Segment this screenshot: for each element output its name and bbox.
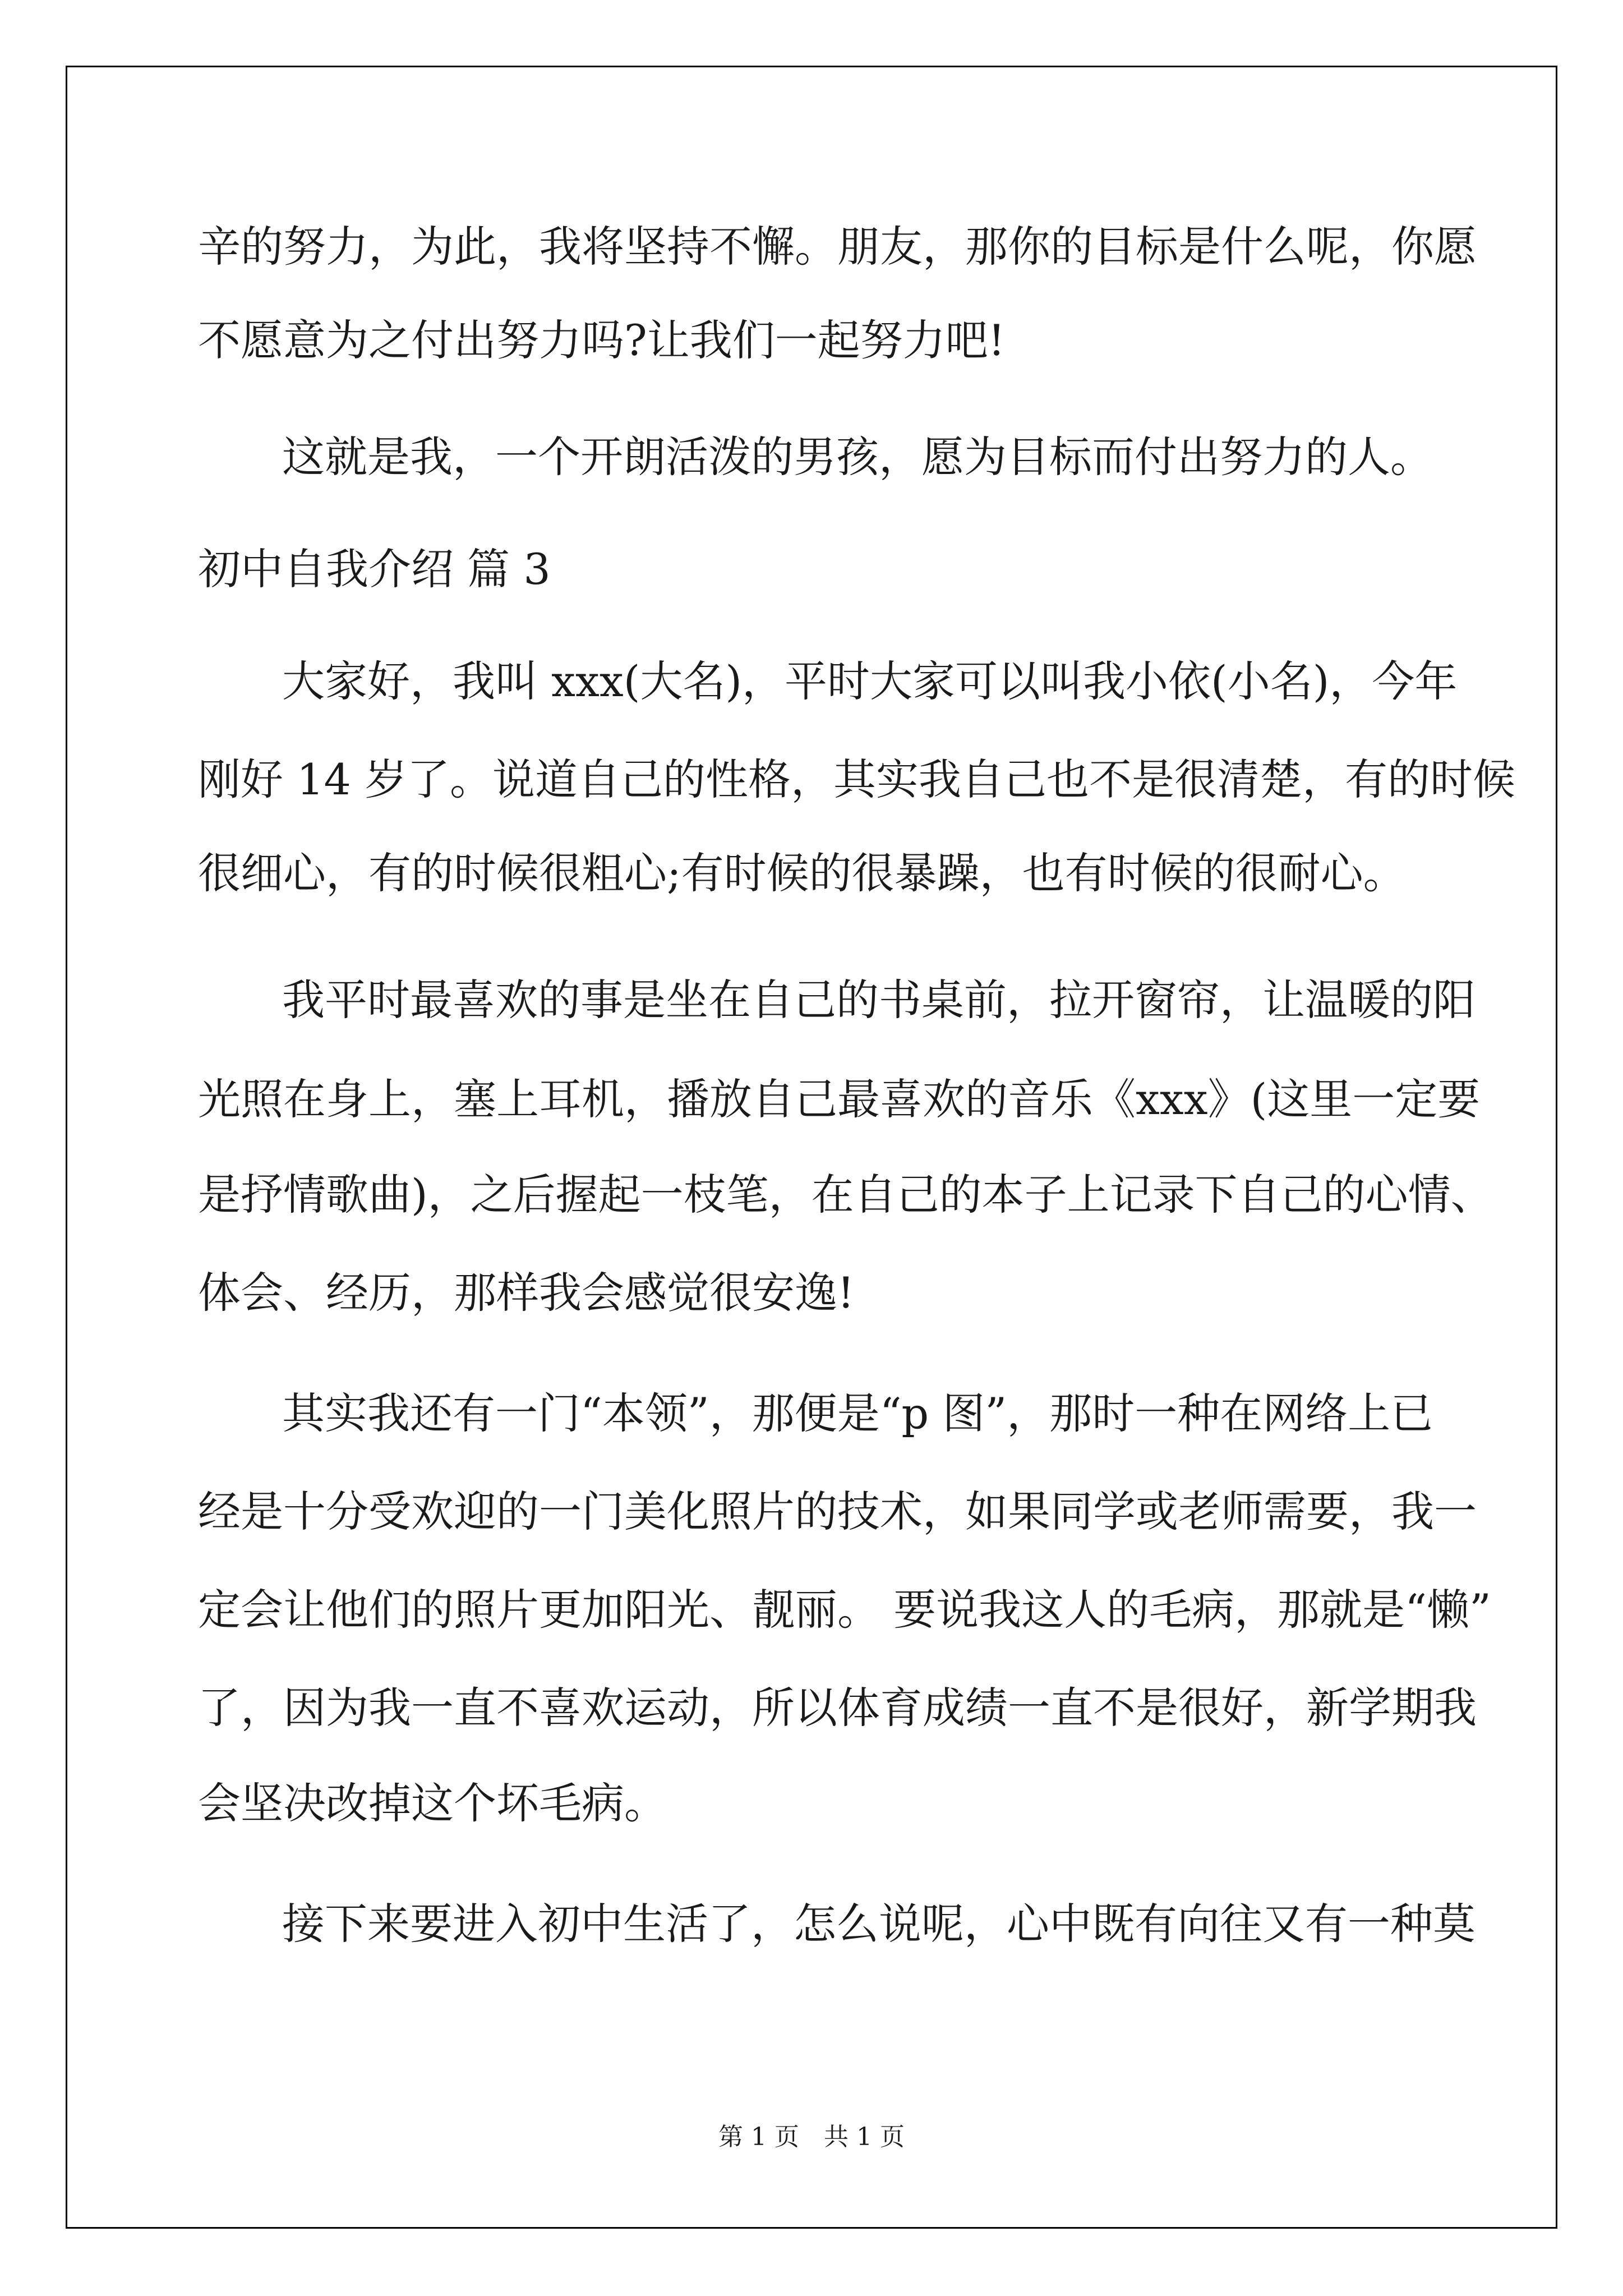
- text-line: 光照在身上，塞上耳机，播放自己最喜欢的音乐《xxx》(这里一定要: [198, 1074, 1481, 1124]
- text-line: 很细心，有的时候很粗心;有时候的很暴躁，也有时候的很耐心。: [198, 848, 1406, 898]
- text-line: 我平时最喜欢的事是坐在自己的书桌前，拉开窗帘，让温暖的阳: [282, 975, 1476, 1025]
- text-line: 其实我还有一门“本领”，那便是“p 图”，那时一种在网络上已: [282, 1388, 1433, 1438]
- text-line: 这就是我，一个开朗活泼的男孩，愿为目标而付出努力的人。: [282, 432, 1433, 482]
- section-heading: 初中自我介绍 篇 3: [198, 544, 551, 594]
- text-line: 刚好 14 岁了。说道自己的性格，其实我自己也不是很清楚，有的时候: [198, 754, 1516, 804]
- text-line: 经是十分受欢迎的一门美化照片的技术，如果同学或老师需要，我一: [198, 1487, 1477, 1536]
- text-line: 辛的努力，为此，我将坚持不懈。朋友，那你的目标是什么呢，你愿: [198, 222, 1477, 272]
- page-footer: 第 1 页 共 1 页: [718, 2123, 905, 2151]
- text-line: 不愿意为之付出努力吗?让我们一起努力吧!: [198, 315, 1006, 365]
- text-line: 会坚决改掉这个坏毛病。: [198, 1778, 667, 1828]
- text-line: 了，因为我一直不喜欢运动，所以体育成绩一直不是很好，新学期我: [198, 1683, 1477, 1733]
- text-line: 大家好，我叫 xxx(大名)，平时大家可以叫我小依(小名)，今年: [282, 656, 1458, 706]
- text-line: 定会让他们的照片更加阳光、靓丽。 要说我这人的毛病，那就是“懒”: [198, 1585, 1491, 1635]
- text-line: 是抒情歌曲)，之后握起一枝笔，在自己的本子上记录下自己的心情、: [198, 1170, 1493, 1220]
- text-line: 体会、经历，那样我会感觉很安逸!: [198, 1268, 855, 1318]
- text-line: 接下来要进入初中生活了，怎么说呢，心中既有向往又有一种莫: [282, 1899, 1476, 1949]
